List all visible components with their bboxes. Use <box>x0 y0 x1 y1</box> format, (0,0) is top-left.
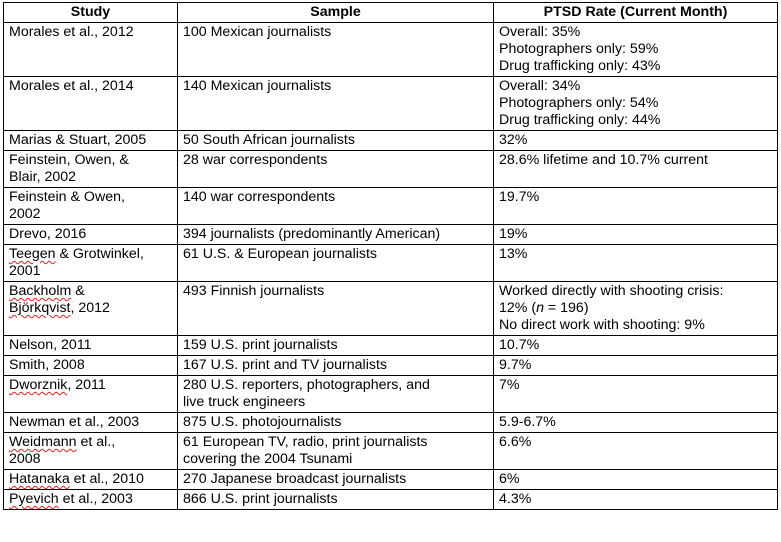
cell-line: 4.3% <box>499 491 532 507</box>
cell-line: 5.9-6.7% <box>499 414 556 430</box>
cell-line: 167 U.S. print and TV journalists <box>183 357 387 373</box>
cell-line: Nelson, 2011 <box>9 337 92 353</box>
sample-cell <box>178 245 494 282</box>
sample-cell <box>178 282 494 336</box>
cell-line: 140 Mexican journalists <box>183 78 332 94</box>
study-cell <box>4 413 178 433</box>
cell-line: 10.7% <box>499 337 540 353</box>
cell-line: Björkqvist, 2012 <box>9 300 110 316</box>
ptsd-rate-cell <box>494 77 778 131</box>
sample-cell <box>178 188 494 225</box>
cell-line: live truck engineers <box>183 394 306 410</box>
table-row <box>4 225 778 245</box>
cell-line: 2008 <box>9 451 41 467</box>
cell-line: 13% <box>499 246 528 262</box>
ptsd-rate-cell <box>494 470 778 490</box>
study-cell <box>4 470 178 490</box>
cell-line: Drevo, 2016 <box>9 226 87 242</box>
cell-line: Newman et al., 2003 <box>9 414 140 430</box>
study-cell <box>4 336 178 356</box>
cell-line: Backholm & <box>9 283 85 299</box>
study-cell <box>4 188 178 225</box>
table-row <box>4 433 778 470</box>
study-cell <box>4 131 178 151</box>
study-cell <box>4 245 178 282</box>
table-row <box>4 336 778 356</box>
table-row <box>4 490 778 510</box>
header-study: Study <box>4 3 178 23</box>
study-cell <box>4 490 178 510</box>
cell-line: Pyevich et al., 2003 <box>9 491 133 507</box>
cell-line: 61 U.S. & European journalists <box>183 246 378 262</box>
cell-line: Feinstein & Owen, <box>9 189 125 205</box>
ptsd-rate-cell <box>494 245 778 282</box>
study-cell <box>4 77 178 131</box>
ptsd-rate-cell <box>494 225 778 245</box>
cell-line: Photographers only: 54% <box>499 95 659 111</box>
study-cell <box>4 356 178 376</box>
cell-line: 394 journalists (predominantly American) <box>183 226 441 242</box>
cell-line: Drug trafficking only: 44% <box>499 112 661 128</box>
cell-line: Smith, 2008 <box>9 357 85 373</box>
sample-cell <box>178 336 494 356</box>
study-cell <box>4 23 178 77</box>
table-row <box>4 356 778 376</box>
cell-line: Dworznik, 2011 <box>9 377 106 393</box>
sample-cell <box>178 433 494 470</box>
table-row <box>4 413 778 433</box>
cell-line: 28 war correspondents <box>183 152 328 168</box>
cell-line: covering the 2004 Tsunami <box>183 451 353 467</box>
sample-cell <box>178 376 494 413</box>
cell-line: 100 Mexican journalists <box>183 24 332 40</box>
sample-cell <box>178 413 494 433</box>
table-row <box>4 376 778 413</box>
cell-line: Hatanaka et al., 2010 <box>9 471 144 487</box>
sample-cell <box>178 23 494 77</box>
cell-line: 2002 <box>9 206 41 222</box>
cell-line: 61 European TV, radio, print journalists <box>183 434 428 450</box>
cell-line: 280 U.S. reporters, photographers, and <box>183 377 430 393</box>
table-row <box>4 131 778 151</box>
header-sample: Sample <box>178 3 494 23</box>
ptsd-rate-cell <box>494 131 778 151</box>
cell-line: Morales et al., 2014 <box>9 78 134 94</box>
ptsd-rate-cell <box>494 151 778 188</box>
ptsd-rate-cell <box>494 413 778 433</box>
ptsd-rate-cell <box>494 356 778 376</box>
study-cell <box>4 376 178 413</box>
cell-line: Overall: 35% <box>499 24 581 40</box>
cell-line: 19.7% <box>499 189 540 205</box>
sample-cell <box>178 151 494 188</box>
cell-line: 50 South African journalists <box>183 132 355 148</box>
cell-line: 19% <box>499 226 528 242</box>
cell-line: 140 war correspondents <box>183 189 336 205</box>
table-row <box>4 282 778 336</box>
study-cell <box>4 151 178 188</box>
cell-line: 2001 <box>9 263 41 279</box>
table-row <box>4 23 778 77</box>
header-row <box>4 3 778 23</box>
ptsd-studies-table <box>3 2 778 510</box>
cell-line: Worked directly with shooting crisis: <box>499 283 724 299</box>
header-ptsd-rate: PTSD Rate (Current Month) <box>494 3 778 23</box>
ptsd-rate-cell <box>494 282 778 336</box>
cell-line: Feinstein, Owen, & <box>9 152 129 168</box>
cell-line: Weidmann et al., <box>9 434 116 450</box>
cell-line: 12% (n = 196) <box>499 300 589 316</box>
cell-line: Blair, 2002 <box>9 169 77 185</box>
ptsd-rate-cell <box>494 23 778 77</box>
cell-line: 270 Japanese broadcast journalists <box>183 471 407 487</box>
cell-line: 6% <box>499 471 520 487</box>
cell-line: 493 Finnish journalists <box>183 283 325 299</box>
cell-line: Overall: 34% <box>499 78 581 94</box>
cell-line: 866 U.S. print journalists <box>183 491 338 507</box>
cell-line: 28.6% lifetime and 10.7% current <box>499 152 708 168</box>
cell-line: 875 U.S. photojournalists <box>183 414 342 430</box>
ptsd-rate-cell <box>494 376 778 413</box>
table-row <box>4 77 778 131</box>
sample-cell <box>178 470 494 490</box>
sample-cell <box>178 356 494 376</box>
table-row <box>4 151 778 188</box>
ptsd-rate-cell <box>494 336 778 356</box>
sample-cell <box>178 131 494 151</box>
table-row <box>4 470 778 490</box>
table-row <box>4 245 778 282</box>
sample-cell <box>178 490 494 510</box>
cell-line: Teegen & Grotwinkel, <box>9 246 144 262</box>
ptsd-rate-cell <box>494 188 778 225</box>
table-row <box>4 188 778 225</box>
cell-line: 32% <box>499 132 528 148</box>
study-cell <box>4 282 178 336</box>
sample-cell <box>178 77 494 131</box>
cell-line: No direct work with shooting: 9% <box>499 317 705 333</box>
cell-line: Marias & Stuart, 2005 <box>9 132 147 148</box>
cell-line: 7% <box>499 377 520 393</box>
cell-line: 6.6% <box>499 434 532 450</box>
cell-line: Morales et al., 2012 <box>9 24 134 40</box>
sample-cell <box>178 225 494 245</box>
ptsd-rate-cell <box>494 490 778 510</box>
cell-line: 9.7% <box>499 357 532 373</box>
cell-line: 159 U.S. print journalists <box>183 337 338 353</box>
cell-line: Photographers only: 59% <box>499 41 659 57</box>
ptsd-rate-cell <box>494 433 778 470</box>
cell-line: Drug trafficking only: 43% <box>499 58 661 74</box>
study-cell <box>4 225 178 245</box>
study-cell <box>4 433 178 470</box>
